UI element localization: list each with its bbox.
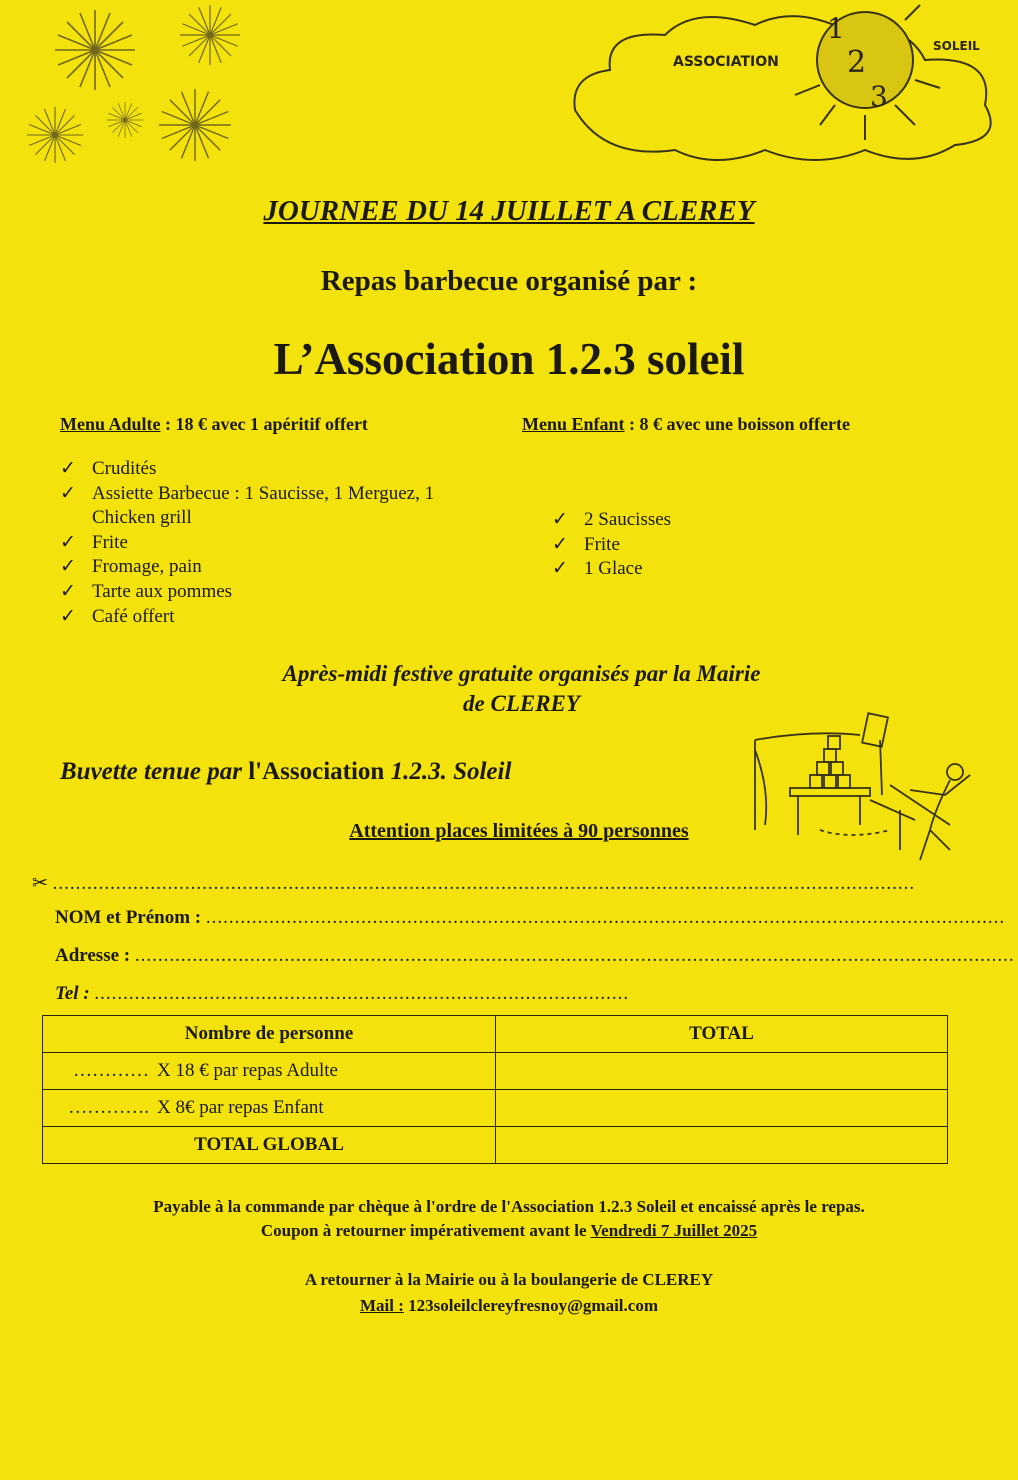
payment-info: Payable à la commande par chèque à l'ordre de l'Association 1.2.3 Soleil et encaissé après le repas.: [153, 1197, 865, 1216]
address-label: Adresse :: [55, 945, 131, 966]
coupon-cut-line: ✂ ......................................................................................................................................................: [32, 872, 916, 894]
table-header-count: Nombre de personne: [43, 1016, 496, 1053]
organizer-name: L’Association 1.2.3 soleil: [273, 334, 745, 384]
name-field[interactable]: NOM et Prénom : ...........................................................................................................................................: [55, 907, 1006, 928]
table-row: [43, 1090, 948, 1127]
child-count-cell[interactable]: …………. X 8€ par repas Enfant: [43, 1090, 496, 1127]
buvette-line: Buvette tenue par l'Association 1.2.3. Soleil: [60, 758, 512, 785]
table-row: [43, 1127, 948, 1164]
total-global-cell[interactable]: [496, 1127, 948, 1164]
list-item: ✓ Tarte aux pommes: [60, 580, 233, 602]
table-header-total: TOTAL: [496, 1016, 948, 1053]
list-item: ✓ Crudités: [60, 458, 157, 479]
tel-field[interactable]: Tel : .............................................................................................: [55, 983, 630, 1004]
afternoon-announcement: Après-midi festive gratuite organisés par la Mairie de CLEREY: [282, 661, 761, 716]
name-label: NOM et Prénom :: [55, 907, 202, 928]
tel-label: Tel :: [55, 983, 90, 1004]
child-total-cell[interactable]: [496, 1090, 948, 1127]
address-field[interactable]: Adresse : .........................................................................................................................................................: [55, 945, 1015, 966]
order-table: [42, 1015, 948, 1164]
event-subtitle: Repas barbecue organisé par :: [320, 265, 698, 297]
list-item: ✓ Fromage, pain: [60, 556, 202, 578]
svg-text:3: 3: [870, 80, 888, 113]
return-location: A retourner à la Mairie ou à la boulangerie de CLEREY: [304, 1270, 714, 1289]
list-item: ✓ 1 Glace: [552, 558, 643, 580]
list-item: ✓ 2 Saucisses: [552, 509, 672, 530]
menu-child-list: [552, 508, 852, 582]
table-row: [43, 1016, 948, 1053]
list-item: ✓ Frite: [60, 531, 128, 553]
svg-text:1: 1: [827, 12, 845, 45]
adult-total-cell[interactable]: [496, 1053, 948, 1090]
list-item: ✓ Assiette Barbecue : 1 Saucisse, 1 Merguez, 1 Chicken grill: [60, 482, 435, 529]
scissors-icon: ✂: [32, 872, 48, 894]
adult-count-cell[interactable]: ………… X 18 € par repas Adulte: [43, 1053, 496, 1090]
menu-adult-heading: Menu Adulte : 18 € avec 1 apéritif offert: [60, 414, 368, 434]
total-global-label: TOTAL GLOBAL: [43, 1127, 496, 1164]
return-deadline: Coupon à retourner impérativement avant le Vendredi 7 Juillet 2025: [260, 1221, 758, 1240]
svg-text:SOLEIL: SOLEIL: [933, 39, 980, 53]
menu-child-heading: Menu Enfant : 8 € avec une boisson offerte: [522, 414, 850, 434]
mail-address[interactable]: 123soleilclereyfresnoy@gmail.com: [403, 1296, 658, 1315]
svg-text:2: 2: [847, 45, 867, 80]
list-item: ✓ Frite: [552, 533, 620, 555]
contact-mail: Mail : 123soleilclereyfresnoy@gmail.com: [360, 1296, 658, 1315]
svg-text:ASSOCIATION: ASSOCIATION: [673, 54, 779, 70]
capacity-notice: Attention places limitées à 90 personnes: [349, 820, 689, 842]
association-logo: [565, 0, 1015, 175]
menu-adult-list: [60, 457, 480, 629]
list-item: ✓ Café offert: [60, 605, 175, 627]
event-title: JOURNEE DU 14 JUILLET A CLEREY: [263, 195, 755, 227]
table-row: [43, 1053, 948, 1090]
fireworks-illustration: [15, 5, 315, 185]
